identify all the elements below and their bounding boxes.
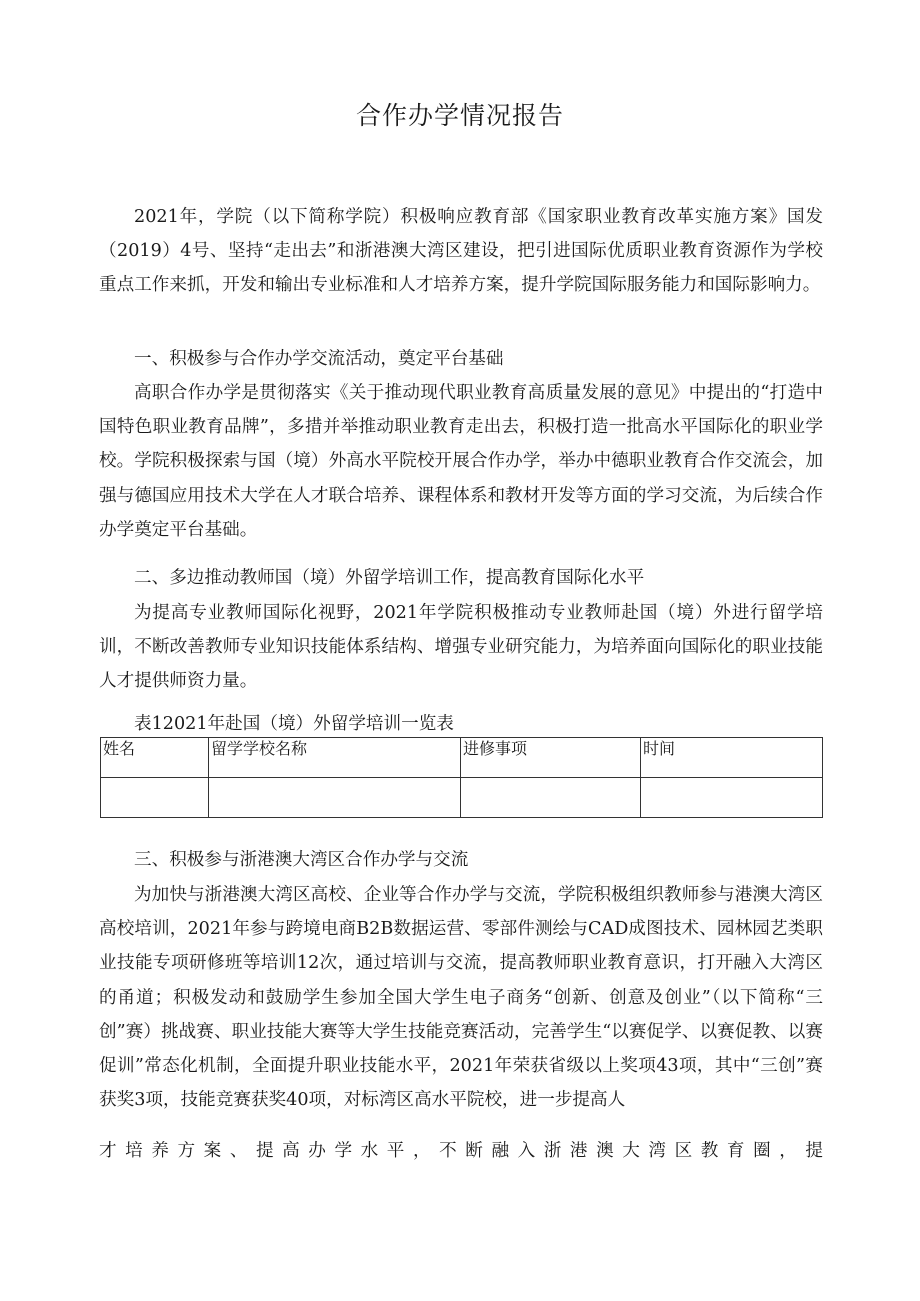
training-table-grid [100, 737, 823, 818]
section3-heading: 三、积极参与浙港澳大湾区合作办学与交流 [134, 850, 469, 870]
table-caption: 表12021年赴国（境）外留学培训一览表 [134, 714, 454, 734]
section2-paragraph: 为提高专业教师国际化视野，2021年学院积极推动专业教师赴国（境）外进行留学培训，不断改善教师专业知识技能体系结构、增强专业研究能力，为培养面向国际化的职业技能人才提供师资力量。 [99, 603, 823, 692]
table-header-school: 留学学校名称 [209, 738, 461, 778]
section3-last-line: 才培养方案、提高办学水平，不断融入浙港澳大湾区教育圈，提 [99, 1141, 823, 1161]
section2-heading: 二、多边推动教师国（境）外留学培训工作，提高教育国际化水平 [134, 568, 645, 588]
intro-paragraph: 2021年，学院（以下简称学院）积极响应教育部《国家职业教育改革实施方案》国发（2019）4号、坚持“走出去”和浙港澳大湾区建设，把引进国际优质职业教育资源作为学校重点工作来抓，开发和输出专业标准和人才培养方案，提升学院国际服务能力和国际影响力。 [99, 207, 823, 296]
table-row [101, 778, 823, 818]
table-cell [461, 778, 641, 818]
section3-paragraph: 为加快与浙港澳大湾区高校、企业等合作办学与交流，学院积极组织教师参与港澳大湾区高校培训，2021年参与跨境电商B2B数据运营、零部件测绘与CAD成图技术、园林园艺类职业技能专项研修班等培训12次，通过培训与交流，提高教师职业教育意识，打开融入大湾区的甬道；积极发动和鼓励学生参加全国大学生电子商务“创新、创意及创业”（以下简称“三创”赛）挑战赛、职业技能大赛等大学生技能竞赛活动，完善学生“以赛促学、以赛促教、以赛促训”常态化机制，全面提升职业技能水平，2021年荣获省级以上奖项43项，其中“三创”赛获奖3项，技能竞赛获奖40项，对标湾区高水平院校，进一步提高人 [99, 885, 823, 1111]
table-header-subject: 进修事项 [461, 738, 641, 778]
table-cell [101, 778, 209, 818]
section1-heading: 一、积极参与合作办学交流活动，奠定平台基础 [134, 349, 504, 369]
training-table [100, 737, 822, 818]
document-title: 合作办学情况报告 [355, 101, 564, 130]
table-header-name: 姓名 [101, 738, 209, 778]
table-cell [641, 778, 823, 818]
table-cell [209, 778, 461, 818]
section1-paragraph: 高职合作办学是贯彻落实《关于推动现代职业教育高质量发展的意见》中提出的“打造中国特色职业教育品牌”，多措并举推动职业教育走出去，积极打造一批高水平国际化的职业学校。学院积极探索与国（境）外高水平院校开展合作办学，举办中德职业教育合作交流会，加强与德国应用技术大学在人才联合培养、课程体系和教材开发等方面的学习交流，为后续合作办学奠定平台基础。 [99, 383, 823, 540]
table-header-row [101, 738, 823, 778]
table-header-time: 时间 [641, 738, 823, 778]
